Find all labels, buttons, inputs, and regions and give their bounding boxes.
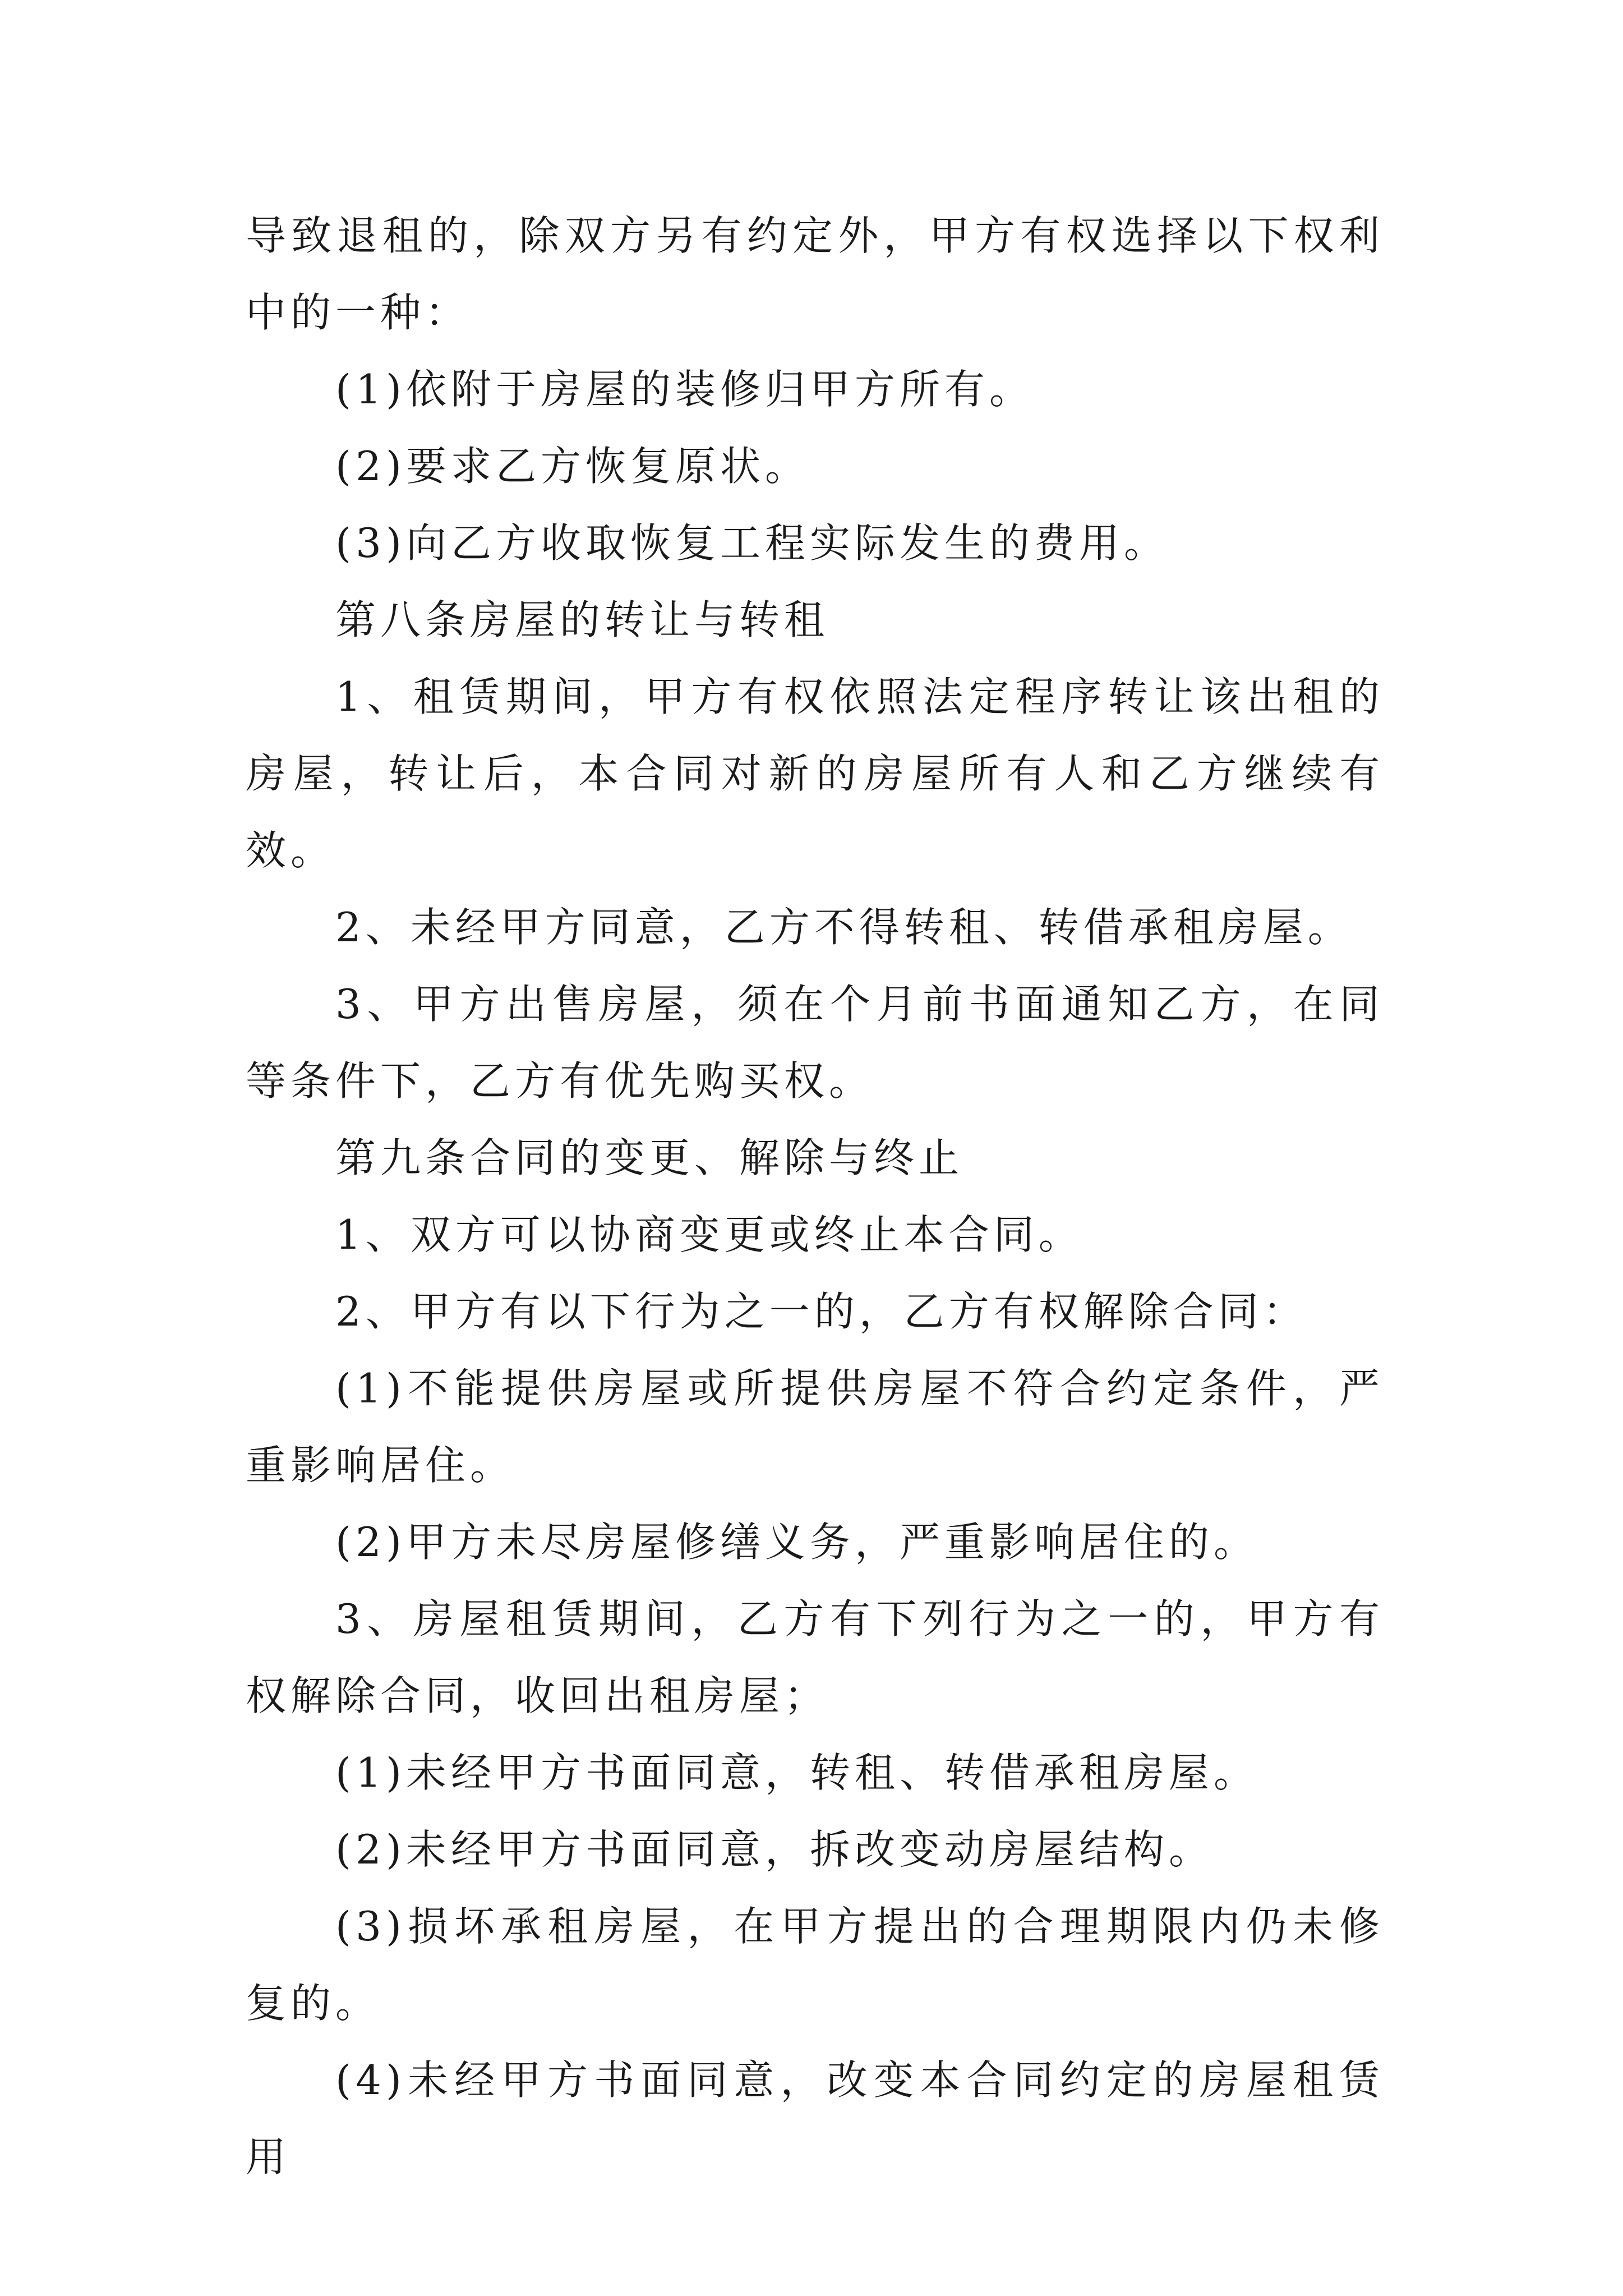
paragraph: (3)向乙方收取恢复工程实际发生的费用。 (335, 519, 1169, 567)
paragraph: (2)要求乙方恢复原状。 (335, 443, 810, 490)
paragraph: (1)未经甲方书面同意，转租、转借承租房屋。 (335, 1749, 1258, 1796)
paragraph: 2、甲方有以下行为之一的，乙方有权解除合同： (335, 1288, 1308, 1335)
section-heading: 第九条合同的变更、解除与终止 (335, 1134, 964, 1181)
paragraph: (3)损坏承租房屋，在甲方提出的合理期限内仍未修复的。 (246, 1903, 1384, 2027)
paragraph: 1、双方可以协商变更或终止本合同。 (335, 1211, 1083, 1258)
paragraph: (2)甲方未尽房屋修缮义务，严重影响居住的。 (335, 1519, 1258, 1566)
paragraph: 1、租赁期间，甲方有权依照法定程序转让该出租的房屋，转让后，本合同对新的房屋所有人和乙方继续有效。 (246, 673, 1384, 874)
paragraph: 2、未经甲方同意，乙方不得转租、转借承租房屋。 (335, 904, 1353, 951)
section-heading: 第八条房屋的转让与转租 (335, 596, 829, 643)
paragraph: (2)未经甲方书面同意，拆改变动房屋结构。 (335, 1826, 1214, 1873)
document-body (246, 197, 1384, 2196)
paragraph: (1)不能提供房屋或所提供房屋不符合约定条件，严重影响居住。 (246, 1365, 1384, 1489)
paragraph: (1)依附于房屋的装修归甲方所有。 (335, 366, 1034, 413)
paragraph: 3、房屋租赁期间，乙方有下列行为之一的，甲方有权解除合同，收回出租房屋； (246, 1595, 1384, 1719)
paragraph: 导致退租的，除双方另有约定外，甲方有权选择以下权利中的一种： (246, 212, 1384, 336)
paragraph: 3、甲方出售房屋，须在个月前书面通知乙方，在同等条件下，乙方有优先购买权。 (246, 981, 1384, 1105)
paragraph: (4)未经甲方书面同意，改变本合同约定的房屋租赁用 (246, 2056, 1384, 2180)
